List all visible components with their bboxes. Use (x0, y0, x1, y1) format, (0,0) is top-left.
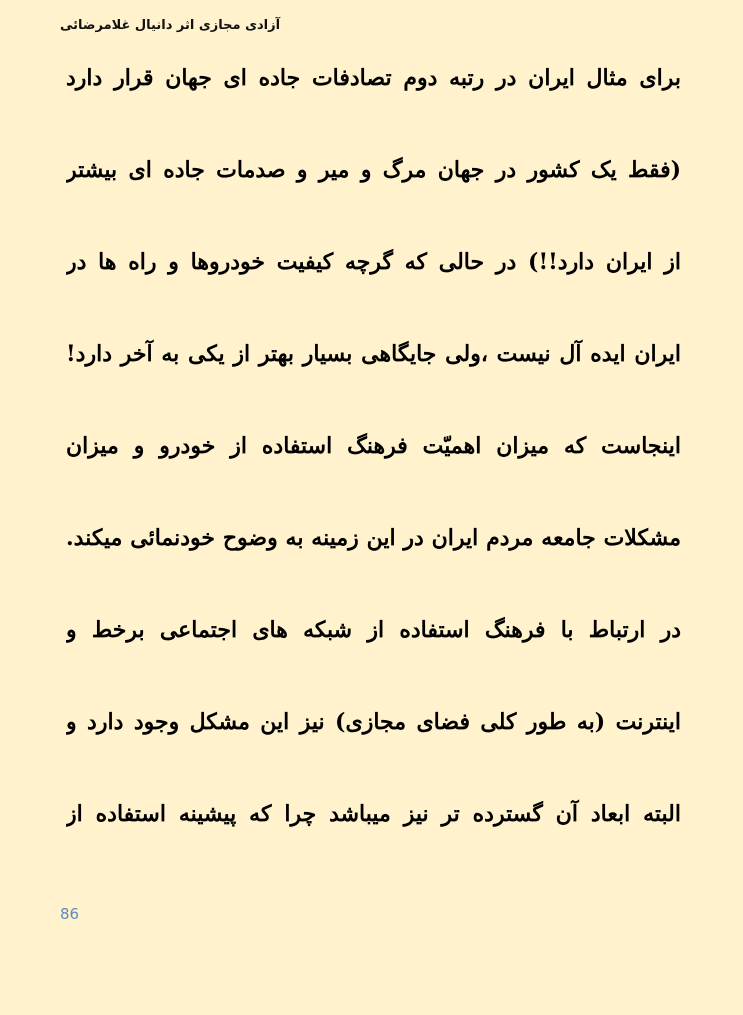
paragraph-line: در ارتباط با فرهنگ استفاده از شبکه های اجتماعی برخط و (66, 617, 681, 643)
paragraph-line: البته ابعاد آن گسترده تر نیز میباشد چرا که پیشینه استفاده از (66, 801, 681, 827)
document-header-title: آزادی مجازی اثر دانیال غلامرضائی (60, 18, 281, 33)
paragraph-line: مشکلات جامعه مردم ایران در این زمینه به وضوح خودنمائی میکند. (66, 525, 681, 551)
paragraph-line: (فقط یک کشور در جهان مرگ و میر و صدمات جاده ای بیشتر (66, 157, 681, 183)
page-number: 86 (60, 905, 80, 923)
paragraph-line: ایران ایده آل نیست ،ولی جایگاهی بسیار بهتر از یکی به آخر دارد! (66, 341, 681, 367)
document-body (0, 48, 743, 878)
paragraph-line: اینترنت (به طور کلی فضای مجازی) نیز این مشکل وجود دارد و (66, 709, 681, 735)
paragraph-line: برای مثال ایران در رتبه دوم تصادفات جاده ای جهان قرار دارد (66, 65, 681, 91)
paragraph-line: از ایران دارد!!) در حالی که گرچه کیفیت خودروها و راه ها در (66, 249, 681, 275)
paragraph-line: اینجاست که میزان اهمیّت فرهنگ استفاده از خودرو و میزان (66, 433, 681, 459)
